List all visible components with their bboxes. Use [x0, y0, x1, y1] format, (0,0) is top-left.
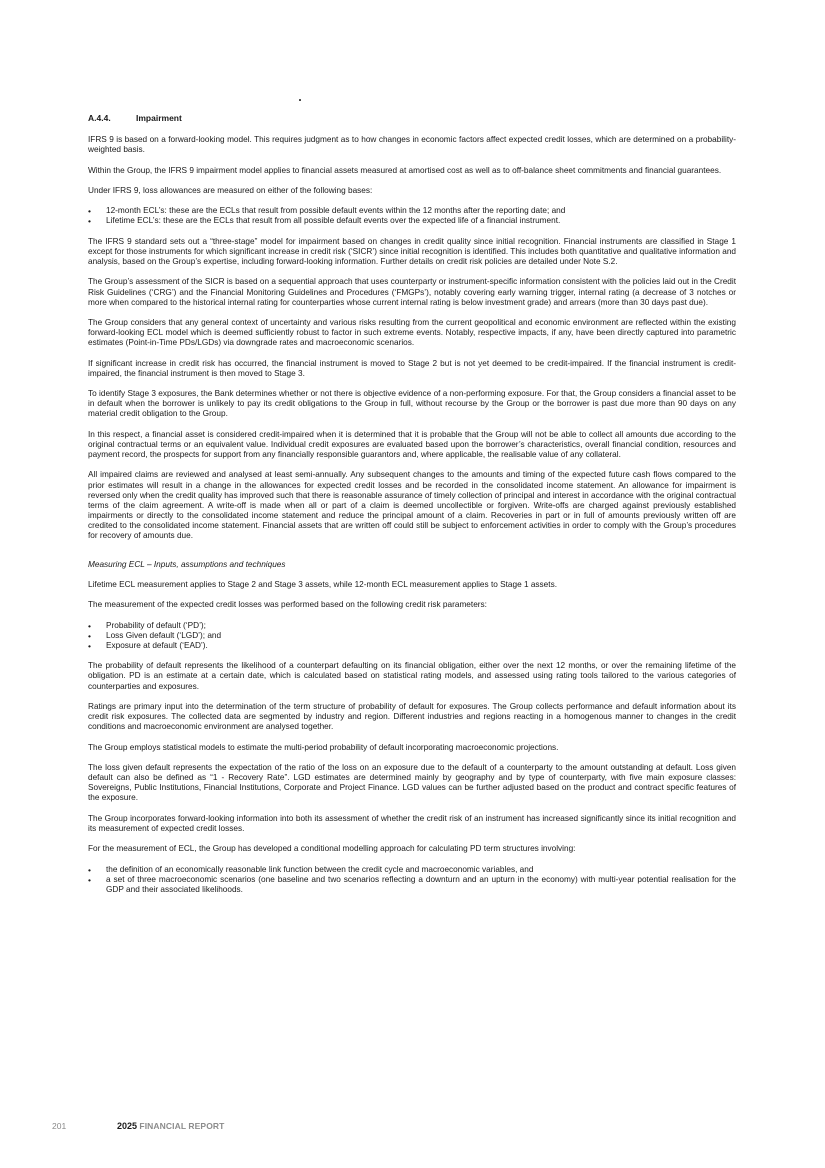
paragraph: The IFRS 9 standard sets out a “three-stage” model for impairment based on changes in credit quality since initial recognition. Financial instruments are classified in Stage 1 except for those instruments for which significant increase in credit risk (‘SICR’) since initial recognition is identified. This includes both quantitative and qualitative information and analysis, based on the Group’s expertise, including forward-looking information. Further details on credit risk policies are detailed under Note S.2.: [88, 236, 736, 266]
paragraph: The Group’s assessment of the SICR is based on a sequential approach that uses counterparty or instrument-specific information consistent with the policies laid out in the Credit Risk Guidelines (‘CRG’) and the Financial Monitoring Guidelines and Procedures (‘FMGPs’), notably covering early warning trigger, internal rating (a decrease of 3 notches or more when compared to the historical internal rating for counterparties whose current internal rating is below investment grade) and arrears (more than 30 days past due).: [88, 277, 736, 307]
report-title: FINANCIAL REPORT: [139, 1121, 225, 1131]
paragraph: Within the Group, the IFRS 9 impairment model applies to financial assets measured at amortised cost as well as to off-balance sheet commitments and financial guarantees.: [88, 165, 722, 175]
paragraph: The Group incorporates forward-looking information into both its assessment of whether the credit risk of an instrument has increased significantly since its initial recognition and its measurement of expected credit losses.: [88, 813, 736, 833]
report-year: 2025: [117, 1121, 138, 1131]
list-item: • Lifetime ECL’s: these are the ECLs that result from all possible default events over the expected life of a financial instrument.: [88, 216, 736, 226]
paragraph: The probability of default represents the likelihood of a counterpart defaulting on its financial obligation, either over the next 12 months, or over the remaining lifetime of the obligation. PD is an estimate at a certain date, which is calculated based on statistical rating models, and assessed using rating tools tailored to the various categories of counterparties and exposures.: [88, 661, 736, 691]
list-item: • a set of three macroeconomic scenarios (one baseline and two scenarios reflecting a downturn and an upturn in the economy) with multi-year potential realisation for the GDP and their associated likelihoods.: [88, 875, 736, 895]
list-item: • 12-month ECL’s: these are the ECLs that result from possible default events within the 12 months after the reporting date; and: [88, 206, 736, 216]
paragraph: Lifetime ECL measurement applies to Stage 2 and Stage 3 assets, while 12-month ECL measurement applies to Stage 1 assets.: [88, 579, 557, 589]
paragraph: To identify Stage 3 exposures, the Bank determines whether or not there is objective evidence of a non-performing exposure. For that, the Group considers a financial asset to be in default when the borrower is unlikely to pay its credit obligations to the Group in full, without recourse by the Group or the borrower is past due more than 90 days on any material credit obligation to the Group.: [88, 389, 736, 419]
paragraph: Ratings are primary input into the determination of the term structure of probability of default for exposures. The Group collects performance and default information about its credit risk exposures. The collected data are segmented by industry and region. Different industries and regions reacting in a homogenous manner to changes in the credit conditions and macroeconomic environment are analysed together.: [88, 701, 736, 732]
list-item: • the definition of an economically reasonable link function between the credit cycle and macroeconomic variables, and: [88, 865, 736, 875]
paragraph: For the measurement of ECL, the Group has developed a conditional modelling approach for calculating PD term structures involving:: [88, 844, 576, 854]
section-number: A.4.4.: [88, 113, 111, 123]
list-item: • Probability of default (‘PD’);: [88, 621, 736, 631]
paragraph: The measurement of the expected credit losses was performed based on the following credit risk parameters:: [88, 600, 487, 610]
paragraph: The Group employs statistical models to estimate the multi-period probability of default incorporating macroeconomic projections.: [88, 742, 559, 752]
page-footer: [52, 1121, 224, 1131]
list-item: • Loss Given default (‘LGD’); and: [88, 631, 736, 641]
paragraph: In this respect, a financial asset is considered credit-impaired when it is determined that it is probable that the Group will not be able to collect all amounts due according to the original contractual terms or an equivalent value. Individual credit exposures are evaluated based upon the borrower’s characteristics, overall financial condition, resources and payment record, the prospects for support from any financially responsible guarantors and, where applicable, the realisable value of any collateral.: [88, 429, 736, 460]
page-number: 201: [52, 1121, 67, 1131]
ecl-bases-list: [88, 206, 736, 226]
list-item: • Exposure at default (‘EAD’).: [88, 641, 736, 651]
paragraph: The loss given default represents the expectation of the ratio of the loss on an exposure due to the default of a counterparty to the amount outstanding at default. Loss given default can also be defined as “1 - Recovery Rate”. LGD estimates are determined mainly by geography and by type of counterparty, with five main exposure classes: Sovereigns, Public Institutions, Financial Institutions, Corporate and Project Finance. LGD values can be further adjusted based on the product and contract specific features of the exposure.: [88, 762, 736, 803]
subheading: Measuring ECL – Inputs, assumptions and techniques: [88, 559, 286, 569]
paragraph: Under IFRS 9, loss allowances are measured on either of the following bases:: [88, 185, 373, 195]
paragraph: If significant increase in credit risk has occurred, the financial instrument is moved to Stage 2 but is not yet deemed to be credit-impaired. If the financial instrument is credit-impaired, the financial instrument is then moved to Stage 3.: [88, 358, 736, 378]
document-body: [88, 135, 736, 905]
stray-dot: [299, 99, 301, 101]
section-title: Impairment: [136, 113, 182, 123]
paragraph: All impaired claims are reviewed and analysed at least semi-annually. Any subsequent changes to the amounts and timing of the expected future cash flows compared to the prior estimates will result in a change in the allowances for expected credit losses and be recorded in the consolidated income statement. An allowance for impairment is reversed only when the credit quality has improved such that there is reasonable assurance of timely collection of principal and interest in accordance with the original contractual terms of the claim agreement. A write-off is made when all or part of a claim is deemed uncollectible or forgiven. Write-offs are charged against previously established impairments or directly to the consolidated income statement and reduce the principal amount of a claim. Recoveries in part or in full of amounts previously written off are credited to the consolidated income statement. Financial assets that are written off could still be subject to enforcement activities in order to comply with the Group’s procedures for recovery of amounts due.: [88, 470, 736, 541]
pd-modelling-list: [88, 865, 736, 895]
section-heading: [88, 113, 182, 124]
paragraph: The Group considers that any general context of uncertainty and various risks resulting from the current geopolitical and economic environment are reflected within the existing forward-looking ECL model which is deemed sufficiently robust to factor in such extreme events. Notably, respective impacts, if any, have been directly captured into parametric estimates (Point-in-Time PDs/LGDs) via downgrade rates and macroeconomic scenarios.: [88, 318, 736, 348]
paragraph: IFRS 9 is based on a forward-looking model. This requires judgment as to how changes in economic factors affect expected credit losses, which are determined on a probability-weighted basis.: [88, 135, 736, 155]
credit-risk-parameters-list: [88, 621, 736, 651]
